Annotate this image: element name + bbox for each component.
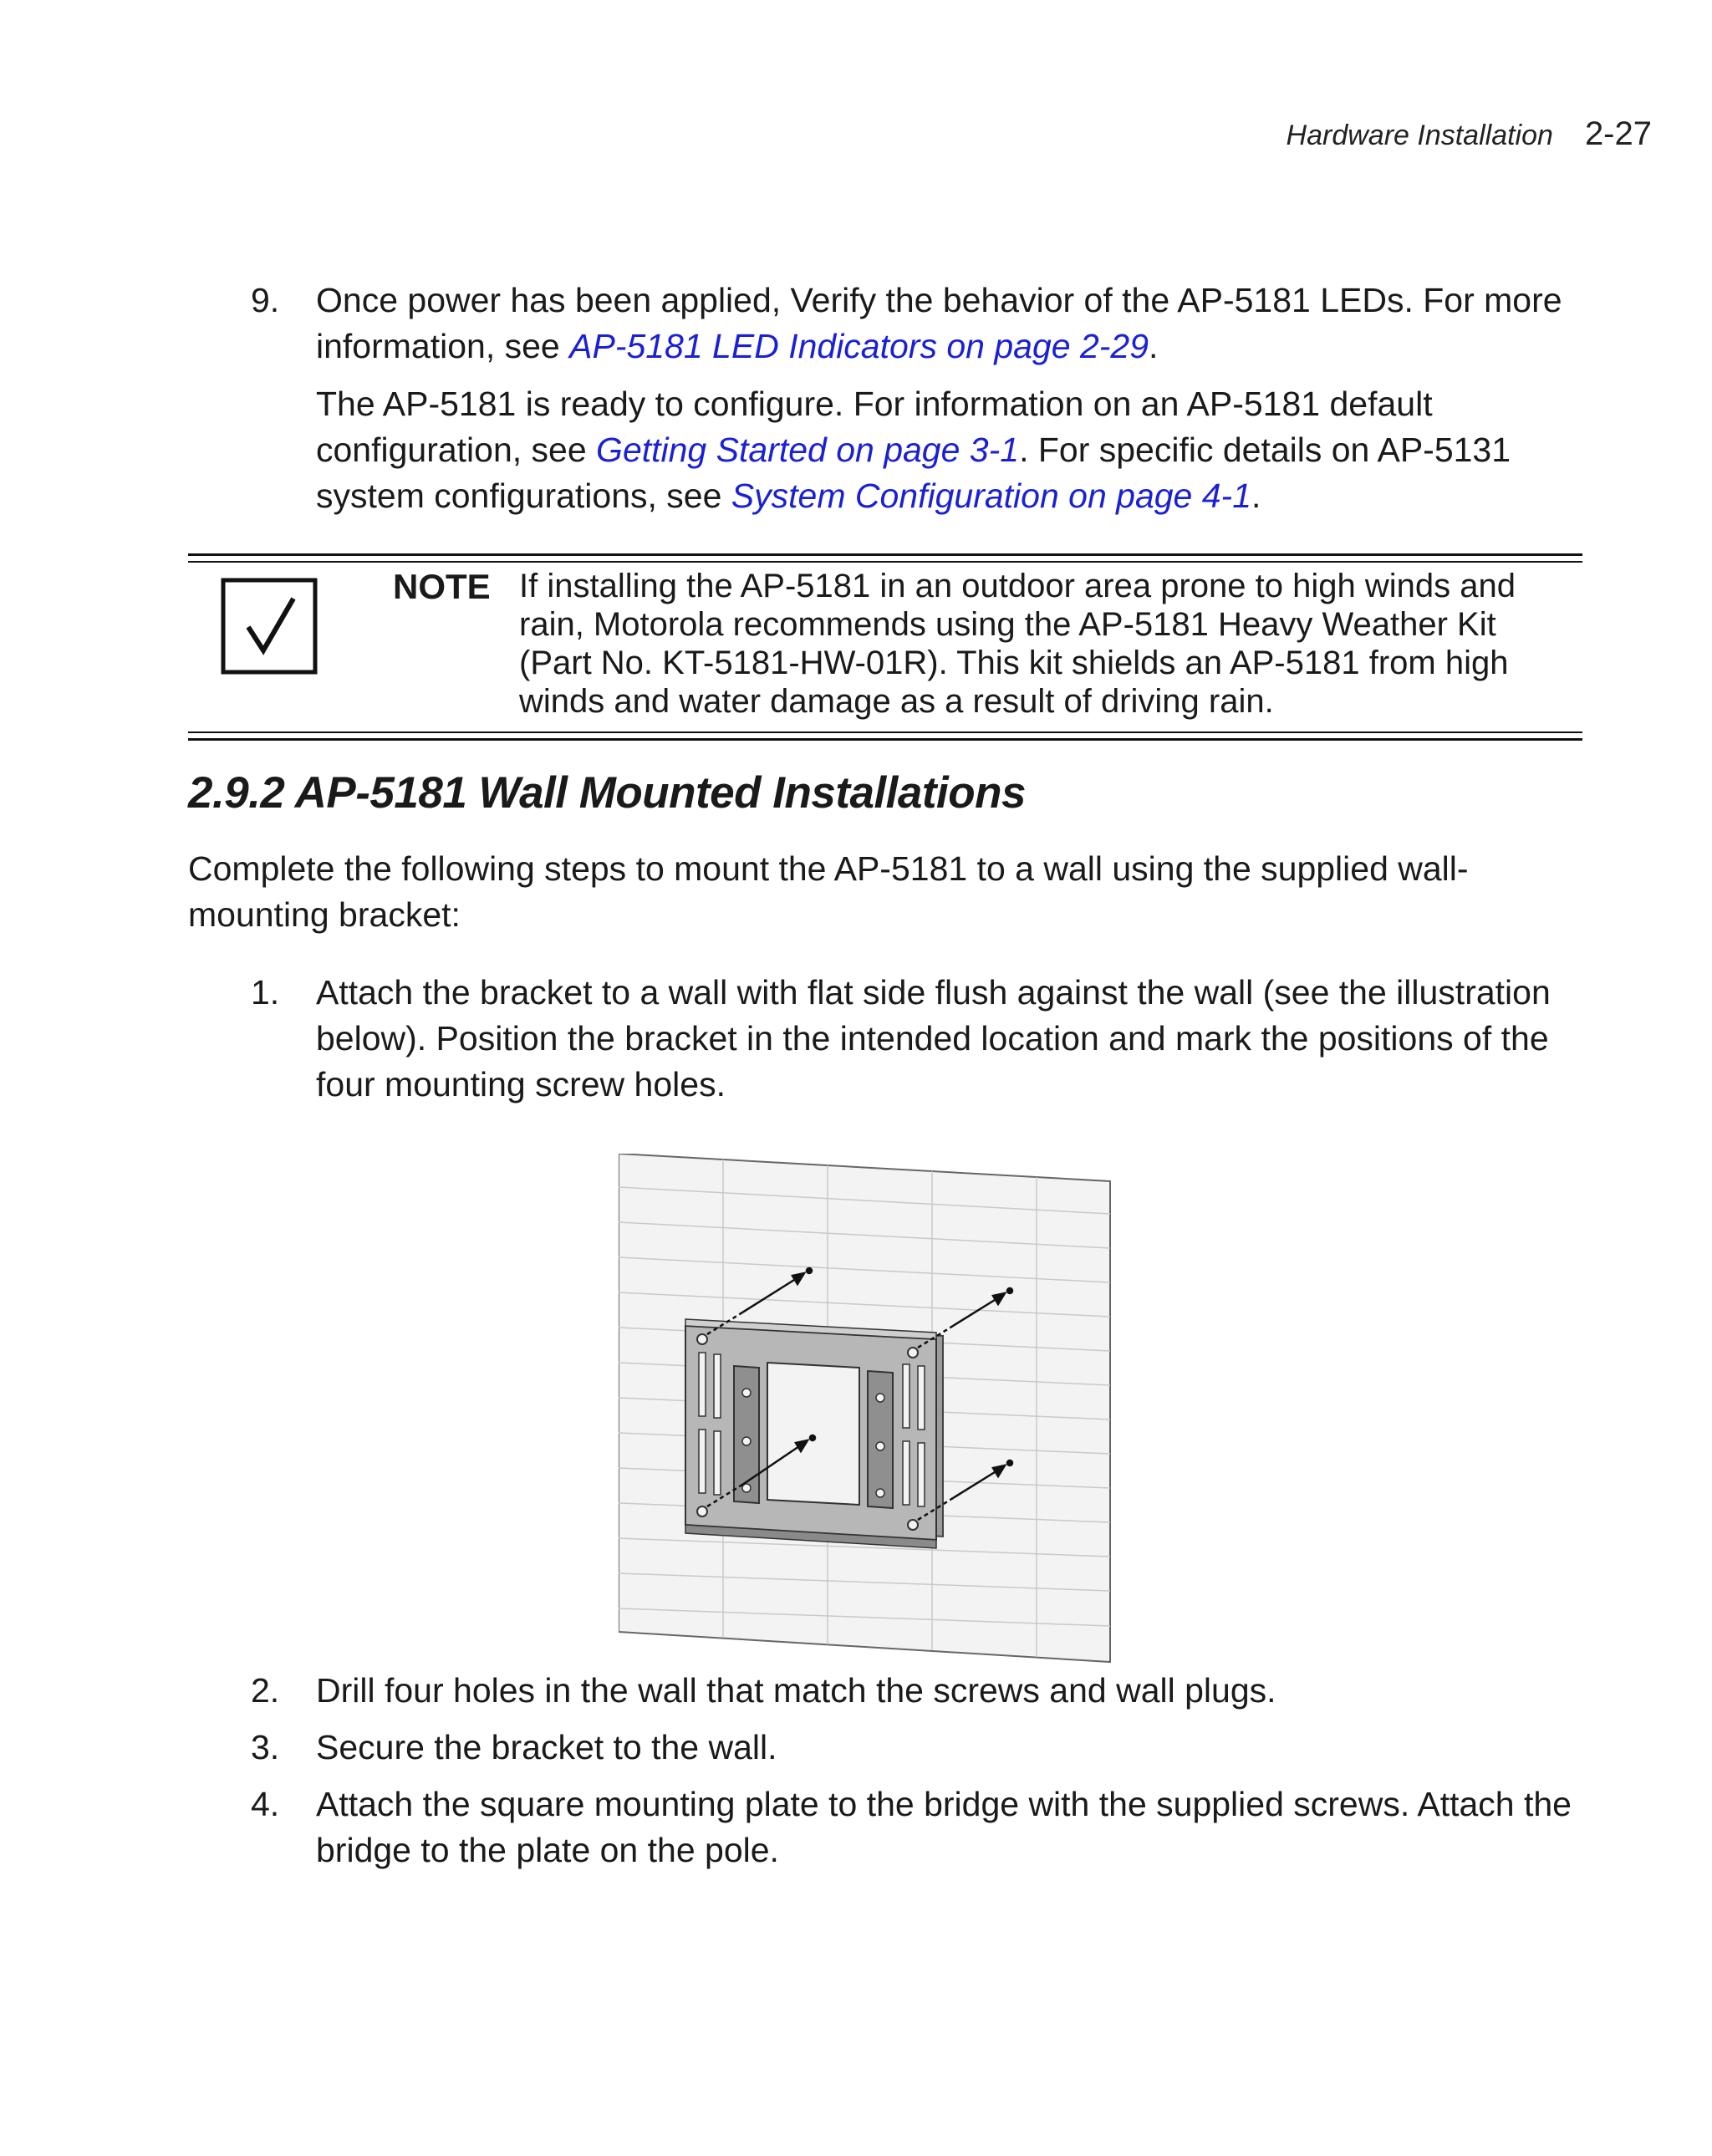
step-text: Attach the square mounting plate to the bridge with the supplied screws. Attach the bridge to the plate on the pole.	[316, 1785, 1572, 1869]
step-text: Drill four holes in the wall that match the screws and wall plugs.	[316, 1671, 1276, 1710]
note-rule-bottom	[188, 738, 1582, 741]
step-number: 2.	[251, 1671, 280, 1710]
ready-text-1: The AP-5181 is ready to configure. For information on an AP-5181 default configuration, see	[316, 385, 1433, 469]
header-section-title: Hardware Installation	[1286, 120, 1553, 151]
link-system-configuration[interactable]: System Configuration on page 4-1	[731, 477, 1252, 515]
step-number: 1.	[251, 973, 280, 1012]
step-text	[316, 278, 1588, 370]
step-3	[251, 1725, 1588, 1771]
step-number: 4.	[251, 1785, 280, 1823]
step-number: 9.	[251, 281, 280, 319]
link-led-indicators[interactable]: AP-5181 LED Indicators on page 2-29	[569, 327, 1149, 365]
section-heading: 2.9.2 AP-5181 Wall Mounted Installations	[188, 768, 1026, 818]
note-label: NOTE	[393, 567, 491, 606]
step-number: 3.	[251, 1728, 280, 1766]
page-header	[1287, 115, 1652, 153]
step-2	[251, 1668, 1588, 1714]
step-9-period: .	[1149, 327, 1159, 365]
ready-text-3: .	[1251, 477, 1261, 515]
link-getting-started[interactable]: Getting Started on page 3-1	[596, 431, 1020, 469]
wall-bracket-illustration	[619, 1154, 1112, 1664]
note-box	[188, 553, 1582, 742]
step-4	[251, 1781, 1588, 1873]
step-9-text: Once power has been applied, Verify the behavior of the AP-5181 LEDs. For more information, see	[316, 281, 1562, 365]
header-page-number: 2-27	[1584, 115, 1652, 152]
step-text: Secure the bracket to the wall.	[316, 1728, 777, 1766]
step-text: Attach the bracket to a wall with flat side flush against the wall (see the illustration below). Position the bracket in the intended location and mark the positions of the four mounting screw holes.	[316, 973, 1551, 1103]
checkbox-check-icon	[220, 577, 318, 675]
ready-paragraph	[316, 381, 1603, 519]
step-1	[251, 970, 1588, 1108]
ready-text-2: . For specific details on AP-5131 system configurations, see	[316, 431, 1511, 515]
step-9	[251, 278, 1588, 370]
note-rule-top-inner	[188, 561, 1582, 563]
note-rule-bottom-inner	[188, 731, 1582, 733]
note-rule-top	[188, 553, 1582, 556]
section-intro: Complete the following steps to mount the AP-5181 to a wall using the supplied wall-mounting bracket:	[188, 849, 1469, 934]
note-text: If installing the AP-5181 in an outdoor area prone to high winds and rain, Motorola recommends using the AP-5181 Heavy Weather Kit (Part No. KT-5181-HW-01R). This kit shields an AP-5181 from high winds and water damage as a result of driving rain.	[519, 568, 1516, 720]
